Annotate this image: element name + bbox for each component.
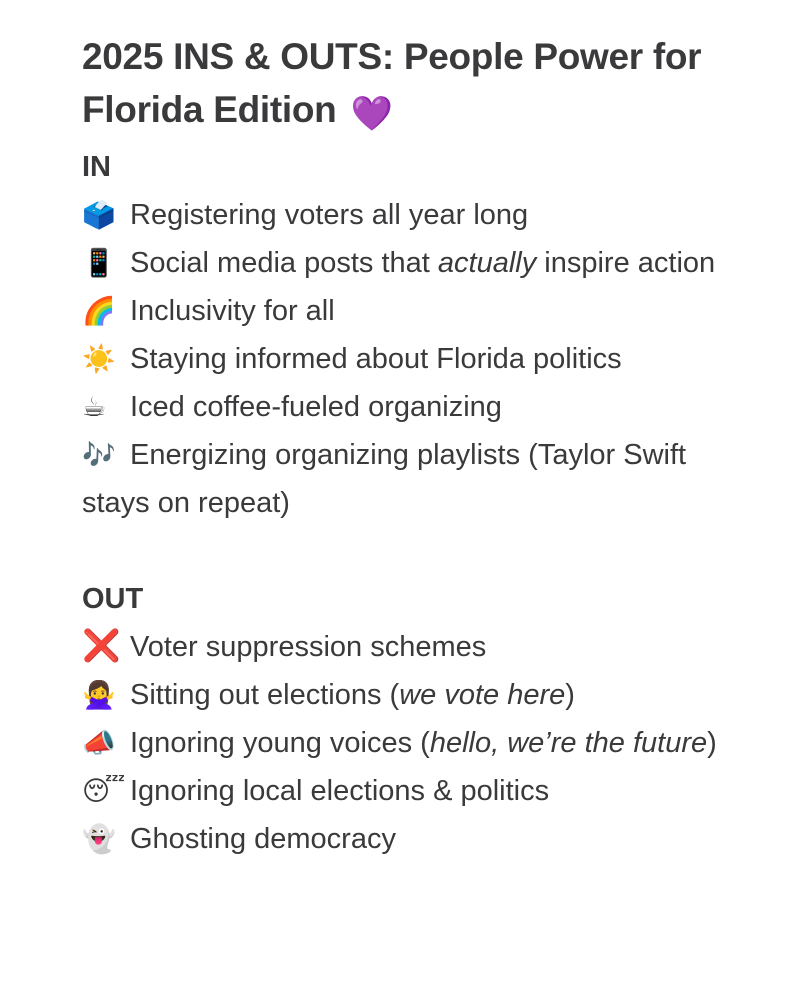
item-text: Ignoring young voices (: [130, 727, 430, 759]
item-text: Energizing organizing playlists (Taylor Swift stays on repeat): [82, 439, 687, 519]
out-section-heading: OUT: [82, 583, 144, 615]
item-text: Voter suppression schemes: [130, 631, 487, 663]
mobile-phone-icon: 📱: [82, 248, 116, 278]
item-text: Iced coffee-fueled organizing: [130, 391, 502, 423]
page-title: [82, 30, 722, 141]
item-emphasis: actually: [437, 247, 537, 279]
item-text-end: ): [565, 679, 575, 711]
item-text: Staying informed about Florida politics: [130, 343, 622, 375]
rainbow-icon: 🌈: [82, 296, 116, 326]
music-notes-icon: 🎶: [82, 440, 116, 470]
item-text: Sitting out elections (: [130, 679, 400, 711]
item-text: Inclusivity for all: [130, 295, 335, 327]
in-list: [82, 191, 722, 527]
sun-icon: ☀️: [82, 344, 116, 374]
title-text: 2025 INS & OUTS: People Power for Florida Edition: [82, 36, 702, 130]
item-text: Ignoring local elections & politics: [130, 775, 550, 807]
coffee-icon: ☕: [82, 392, 107, 422]
in-section-heading: IN: [82, 151, 111, 183]
cross-mark-icon: ❌: [82, 628, 121, 663]
list-item: [82, 287, 722, 335]
megaphone-icon: 📣: [82, 728, 116, 758]
item-text: Ghosting democracy: [130, 823, 396, 855]
list-item: [82, 335, 722, 383]
list-item: [82, 767, 722, 815]
purple-heart-icon: 💜: [350, 95, 393, 133]
list-item: [82, 431, 722, 527]
item-emphasis: we vote here: [399, 679, 566, 711]
item-text-end: ): [707, 727, 717, 759]
item-text: Social media posts that: [130, 247, 438, 279]
ballot-box-icon: 🗳️: [82, 200, 116, 230]
list-item: [82, 719, 722, 767]
item-text: Registering voters all year long: [130, 199, 529, 231]
list-item: [82, 671, 722, 719]
list-item: [82, 623, 722, 671]
list-item: [82, 239, 722, 287]
note-content: [82, 30, 722, 863]
list-item: [82, 191, 722, 239]
list-item: [82, 383, 722, 431]
list-item: [82, 815, 722, 863]
woman-gesturing-no-icon: 🙅‍♀️: [82, 680, 116, 710]
item-text-end: inspire action: [536, 247, 716, 279]
item-emphasis: hello, we’re the future: [429, 727, 708, 759]
sleeping-face-icon: 😴: [82, 776, 126, 806]
ghost-icon: 👻: [82, 824, 116, 854]
out-list: [82, 623, 722, 863]
